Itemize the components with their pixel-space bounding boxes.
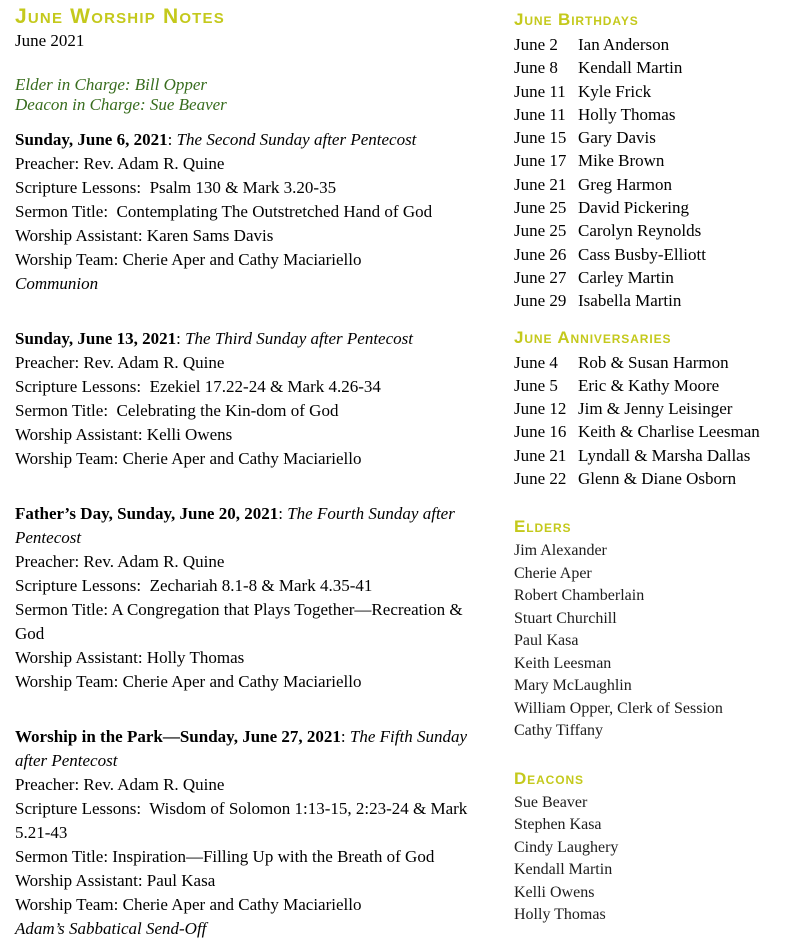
service-colon: : xyxy=(340,727,350,746)
section-elders xyxy=(514,515,796,743)
elders-heading: Elders xyxy=(514,517,572,537)
person-name: Stuart Churchill xyxy=(514,609,617,627)
item-name: Isabella Martin xyxy=(578,291,682,311)
item-name: Ian Anderson xyxy=(578,35,670,54)
service-date: Sunday, June 13, 2021 xyxy=(15,329,177,348)
list-item xyxy=(514,720,796,743)
elders-list xyxy=(514,540,796,743)
list-item xyxy=(514,219,796,242)
list-item xyxy=(514,675,796,698)
item-date: June 21 xyxy=(514,174,567,194)
service-colon: : xyxy=(167,130,177,149)
service-detail-line: Preacher: Rev. Adam R. Quine xyxy=(15,775,225,794)
list-item xyxy=(514,444,796,467)
item-name: Glenn & Diane Osborn xyxy=(578,469,737,489)
service-detail-line: Worship Assistant: Holly Thomas xyxy=(15,648,245,667)
item-date: June 26 xyxy=(514,244,567,264)
service-detail-line: Preacher: Rev. Adam R. Quine xyxy=(15,552,225,571)
list-item xyxy=(514,196,796,219)
person-name: Kelli Owens xyxy=(514,883,595,901)
service-date: Father’s Day, Sunday, June 20, 2021 xyxy=(15,504,279,523)
service-detail-line: Sermon Title: A Congregation that Plays Together—Recreation & God xyxy=(15,600,467,643)
deacons-heading: Deacons xyxy=(514,768,584,788)
person-name: Cindy Laughery xyxy=(514,838,619,856)
service-details xyxy=(15,550,488,694)
service-details xyxy=(15,152,488,272)
list-item xyxy=(514,608,796,631)
service-details xyxy=(15,351,488,471)
in-charge-block xyxy=(15,75,488,114)
service-detail-line: Sermon Title: Celebrating the Kin-dom of God xyxy=(15,401,339,420)
service-entry xyxy=(15,725,488,941)
service-entry xyxy=(15,502,488,694)
list-item xyxy=(514,859,796,882)
service-detail-line: Worship Assistant: Paul Kasa xyxy=(15,871,216,890)
item-date: June 25 xyxy=(514,221,567,241)
person-name: Mary McLaughlin xyxy=(514,677,632,695)
item-name: Cass Busby-Elliott xyxy=(578,244,706,264)
item-name: Holly Thomas xyxy=(578,104,676,124)
person-name: Robert Chamberlain xyxy=(514,587,645,605)
service-colon: : xyxy=(176,329,186,348)
birthdays-list xyxy=(514,33,796,313)
service-detail-line: Sermon Title: Inspiration—Filling Up with the Breath of God xyxy=(15,847,435,866)
list-item xyxy=(514,149,796,172)
list-item xyxy=(514,837,796,860)
service-sunday-title: The Fifth Sunday after Pentecost xyxy=(15,727,472,770)
service-heading xyxy=(15,327,488,351)
service-colon: : xyxy=(278,504,288,523)
anniversaries-list xyxy=(514,351,796,491)
list-item xyxy=(514,126,796,149)
item-name: Eric & Kathy Moore xyxy=(578,375,720,395)
service-detail-line: Sermon Title: Contemplating The Outstretched Hand of God xyxy=(15,202,433,221)
service-date: Worship in the Park—Sunday, June 27, 2021 xyxy=(15,727,341,746)
list-item xyxy=(514,698,796,721)
service-detail-line: Worship Assistant: Karen Sams Davis xyxy=(15,226,274,245)
item-date: June 25 xyxy=(514,198,567,218)
service-detail-line: Worship Team: Cherie Aper and Cathy Maciariello xyxy=(15,672,362,691)
service-details xyxy=(15,773,488,917)
deacon-in-charge: Deacon in Charge: Sue Beaver xyxy=(15,94,227,114)
item-name: Mike Brown xyxy=(578,151,665,171)
item-date: June 22 xyxy=(514,469,567,489)
section-birthdays xyxy=(514,8,796,313)
service-date: Sunday, June 6, 2021 xyxy=(15,130,168,149)
list-item xyxy=(514,289,796,312)
item-name: Kyle Frick xyxy=(578,81,652,101)
person-name: Jim Alexander xyxy=(514,542,607,560)
item-name: Keith & Charlise Leesman xyxy=(578,422,760,442)
person-name: Cathy Tiffany xyxy=(514,722,604,740)
item-date: June 15 xyxy=(514,128,567,148)
list-item xyxy=(514,397,796,420)
page-title: June Worship Notes xyxy=(15,5,225,28)
list-item xyxy=(514,540,796,563)
worship-notes-column xyxy=(15,5,488,941)
service-detail-line: Preacher: Rev. Adam R. Quine xyxy=(15,154,225,173)
list-item xyxy=(514,467,796,490)
service-detail-line: Scripture Lessons: Zechariah 8.1-8 & Mark 4.35-41 xyxy=(15,576,373,595)
list-item xyxy=(514,653,796,676)
item-name: Kendall Martin xyxy=(578,58,683,78)
item-name: Carley Martin xyxy=(578,267,674,287)
item-name: Greg Harmon xyxy=(578,174,672,194)
service-note: Adam’s Sabbatical Send-Off xyxy=(15,919,207,938)
item-name: Lyndall & Marsha Dallas xyxy=(578,445,751,465)
list-item xyxy=(514,243,796,266)
item-date: June 21 xyxy=(514,445,567,465)
person-name: Cherie Aper xyxy=(514,564,592,582)
person-name: Keith Leesman xyxy=(514,654,612,672)
item-date: June 12 xyxy=(514,399,567,419)
service-sunday-title: The Fourth Sunday after Pentecost xyxy=(15,504,460,547)
item-date: June 27 xyxy=(514,267,567,287)
item-date: June 11 xyxy=(514,81,566,101)
list-item xyxy=(514,56,796,79)
list-item xyxy=(514,374,796,397)
service-sunday-title: The Third Sunday after Pentecost xyxy=(185,329,413,348)
service-detail-line: Worship Team: Cherie Aper and Cathy Maciariello xyxy=(15,449,362,468)
service-heading xyxy=(15,725,488,773)
list-item xyxy=(514,904,796,927)
list-item xyxy=(514,630,796,653)
service-detail-line: Scripture Lessons: Wisdom of Solomon 1:13-15, 2:23-24 & Mark 5.21-43 xyxy=(15,799,472,842)
anniversaries-heading: June Anniversaries xyxy=(514,327,672,347)
list-item xyxy=(514,792,796,815)
item-date: June 5 xyxy=(514,375,558,395)
person-name: Sue Beaver xyxy=(514,793,588,811)
service-heading xyxy=(15,128,488,152)
service-entry xyxy=(15,327,488,471)
list-item xyxy=(514,814,796,837)
item-name: Jim & Jenny Leisinger xyxy=(578,399,733,419)
person-name: Stephen Kasa xyxy=(514,816,602,834)
item-name: Rob & Susan Harmon xyxy=(578,352,729,372)
person-name: Kendall Martin xyxy=(514,861,613,879)
service-detail-line: Worship Team: Cherie Aper and Cathy Maciariello xyxy=(15,895,362,914)
list-item xyxy=(514,563,796,586)
issue-date: June 2021 xyxy=(15,31,85,50)
list-item xyxy=(514,585,796,608)
person-name: William Opper, Clerk of Session xyxy=(514,699,723,717)
service-list xyxy=(15,128,488,941)
item-date: June 8 xyxy=(514,58,558,78)
person-name: Holly Thomas xyxy=(514,906,606,924)
service-detail-line: Preacher: Rev. Adam R. Quine xyxy=(15,353,225,372)
service-detail-line: Scripture Lessons: Psalm 130 & Mark 3.20-35 xyxy=(15,178,337,197)
item-date: June 16 xyxy=(514,422,567,442)
list-item xyxy=(514,882,796,905)
item-date: June 17 xyxy=(514,151,567,171)
list-item xyxy=(514,420,796,443)
service-note: Communion xyxy=(15,274,99,293)
service-detail-line: Worship Team: Cherie Aper and Cathy Maciariello xyxy=(15,250,362,269)
item-date: June 2 xyxy=(514,35,558,54)
item-name: Gary Davis xyxy=(578,128,656,148)
list-item xyxy=(514,33,796,56)
list-item xyxy=(514,103,796,126)
item-date: June 4 xyxy=(514,352,558,372)
list-item xyxy=(514,80,796,103)
service-sunday-title: The Second Sunday after Pentecost xyxy=(176,130,417,149)
service-heading xyxy=(15,502,488,550)
deacons-list xyxy=(514,792,796,927)
item-date: June 29 xyxy=(514,291,567,311)
list-item xyxy=(514,173,796,196)
sidebar-column xyxy=(514,8,796,927)
service-entry xyxy=(15,128,488,296)
item-name: Carolyn Reynolds xyxy=(578,221,702,241)
list-item xyxy=(514,266,796,289)
item-date: June 11 xyxy=(514,104,566,124)
item-name: David Pickering xyxy=(578,198,689,218)
elder-in-charge: Elder in Charge: Bill Opper xyxy=(15,75,208,94)
service-detail-line: Worship Assistant: Kelli Owens xyxy=(15,425,233,444)
person-name: Paul Kasa xyxy=(514,632,579,650)
birthdays-heading: June Birthdays xyxy=(514,10,639,29)
service-detail-line: Scripture Lessons: Ezekiel 17.22-24 & Mark 4.26-34 xyxy=(15,377,381,396)
section-anniversaries xyxy=(514,326,796,491)
section-deacons xyxy=(514,767,796,927)
list-item xyxy=(514,351,796,374)
